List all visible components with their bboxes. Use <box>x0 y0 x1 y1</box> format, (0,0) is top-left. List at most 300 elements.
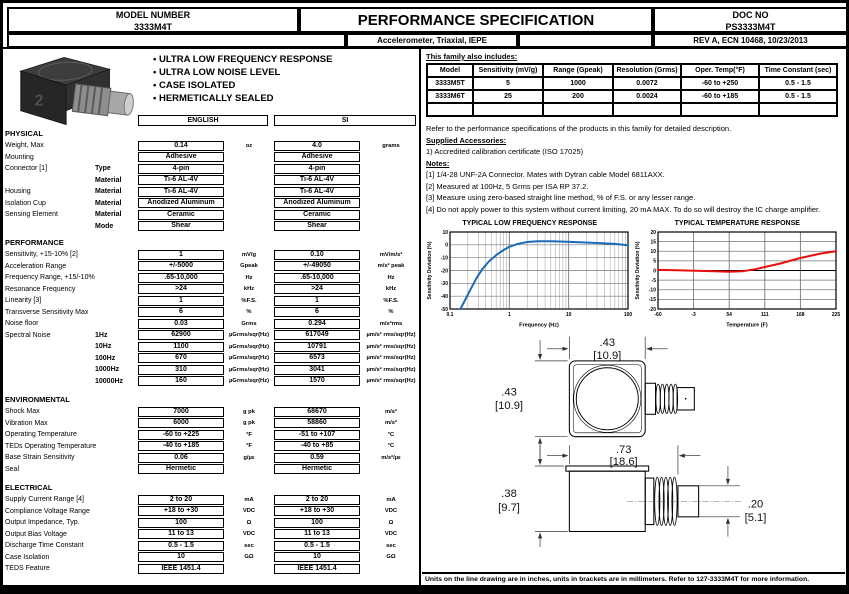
spec-row <box>5 452 419 464</box>
spec-unit-si: µm/s² rms/sqr(Hz) <box>366 378 416 385</box>
model-number-box <box>7 7 299 33</box>
spec-unit-english: Gpeak <box>240 263 258 270</box>
spec-unit-english: µGrms/sqr(Hz) <box>228 378 270 385</box>
spec-unit-si: m/s² <box>385 408 397 415</box>
doc-no-value: PS3333M4T <box>725 22 776 32</box>
spec-unit-si: VDC <box>384 531 398 538</box>
svg-text:-10: -10 <box>440 255 448 262</box>
spec-row <box>5 284 419 296</box>
spec-row <box>5 249 419 261</box>
svg-text:5: 5 <box>652 258 656 265</box>
spec-label: Linearity [3] <box>5 297 42 305</box>
family-table-row-empty <box>427 103 837 116</box>
spec-row <box>5 261 419 273</box>
dimension-drawing <box>426 335 842 547</box>
page-title-box <box>299 7 653 33</box>
spec-value-english: 0.5 - 1.5 <box>138 541 224 551</box>
spec-value-english: 2 to 20 <box>138 495 224 505</box>
page-title: PERFORMANCE SPECIFICATION <box>357 12 595 29</box>
feature-item: • CASE ISOLATED <box>153 79 332 92</box>
family-description: Refer to the performance specifications of the products in this family for detailed description. <box>426 124 732 133</box>
feature-item: • ULTRA LOW NOISE LEVEL <box>153 66 332 79</box>
family-table-header-cell: Time Constant (sec) <box>759 64 837 77</box>
spec-unit-si: µm/s² rms/sqr(Hz) <box>366 355 416 362</box>
family-table-header-cell: Resolution (Grms) <box>613 64 681 77</box>
family-table-cell: 5 <box>473 77 543 90</box>
spec-value-english: Hermetic <box>138 464 224 474</box>
spec-label: Acceleration Range <box>5 262 67 270</box>
family-table-cell: -60 to +250 <box>681 77 759 90</box>
svg-text:Sensitivity Deviation (%): Sensitivity Deviation (%) <box>427 241 433 300</box>
family-table-cell: -60 to +185 <box>681 90 759 103</box>
spec-sublabel: 10Hz <box>95 343 112 351</box>
chart-title: TYPICAL TEMPERATURE RESPONSE <box>674 220 800 227</box>
spec-label: Shock Max <box>5 408 40 416</box>
drawing-side-view <box>566 466 742 531</box>
spec-value-si: 617049 <box>274 330 360 340</box>
spec-value-si: 11 to 13 <box>274 529 360 539</box>
spec-value-si: +18 to +30 <box>274 506 360 516</box>
spec-sublabel: 1000Hz <box>95 366 120 374</box>
spec-sublabel: Type <box>95 165 111 173</box>
spec-value-si: -40 to +85 <box>274 441 360 451</box>
svg-text:54: 54 <box>725 312 732 318</box>
svg-text:10: 10 <box>565 312 572 318</box>
spec-row <box>5 295 419 307</box>
spec-value-si: Ti-6 AL-4V <box>274 187 360 197</box>
low-frequency-response-plot <box>426 228 632 328</box>
doc-number-box <box>653 7 848 33</box>
spec-row <box>5 140 419 152</box>
spec-value-si: 4-pin <box>274 164 360 174</box>
spec-unit-english: Grms <box>241 320 257 327</box>
spec-value-si: 58860 <box>274 418 360 428</box>
spec-label: Noise floor <box>5 320 39 328</box>
spec-unit-english: GΩ <box>244 554 254 561</box>
spec-value-si: 100 <box>274 518 360 528</box>
notes-title: Notes: <box>426 158 450 168</box>
dim-top-height-mm: [10.9] <box>495 400 524 413</box>
spec-sublabel: Material <box>95 199 122 207</box>
svg-text:-40: -40 <box>440 293 448 300</box>
spec-value-english: -40 to +185 <box>138 441 224 451</box>
spec-unit-si: m/s²rms <box>379 320 403 327</box>
spec-unit-english: °F <box>246 443 252 450</box>
spec-value-si: 0.5 - 1.5 <box>274 541 360 551</box>
column-header-si: SI <box>274 115 416 126</box>
spec-label: Discharge Time Constant <box>5 542 84 550</box>
spec-label: Supply Current Range [4] <box>5 496 84 504</box>
spec-row <box>5 209 419 221</box>
spec-unit-si: °C <box>387 443 395 450</box>
svg-text:10: 10 <box>649 249 656 256</box>
spec-unit-english: kHz <box>243 286 255 293</box>
spec-unit-english: °F <box>246 431 252 438</box>
spec-value-si: 0.10 <box>274 250 360 260</box>
spec-sublabel: Mode <box>95 222 114 230</box>
spec-value-english: IEEE 1451.4 <box>138 564 224 574</box>
spec-value-si: 2 to 20 <box>274 495 360 505</box>
svg-text:-30: -30 <box>440 281 448 288</box>
spec-value-english: 100 <box>138 518 224 528</box>
dim-side-height-mm: [9.7] <box>498 501 520 514</box>
spec-value-english: 4-pin <box>138 164 224 174</box>
spec-unit-si: sec <box>386 542 396 549</box>
spec-value-si: >24 <box>274 284 360 294</box>
header-blank-cell <box>7 33 346 48</box>
description-block <box>426 123 841 215</box>
family-table-header-cell: Model <box>427 64 473 77</box>
dim-top-height-in: .43 <box>501 386 517 399</box>
spec-sublabel: 1Hz <box>95 331 108 339</box>
spec-value-si: 68670 <box>274 407 360 417</box>
chart-low-frequency-response <box>426 220 634 333</box>
spec-sublabel: Material <box>95 176 122 184</box>
section-title: PHYSICAL <box>5 129 43 138</box>
spec-label: Sensing Element <box>5 211 58 219</box>
spec-unit-si: µm/s² rms/sqr(Hz) <box>366 343 416 350</box>
spec-row <box>5 540 419 552</box>
svg-text:168: 168 <box>795 312 805 318</box>
svg-text:225: 225 <box>831 312 840 318</box>
spec-row <box>5 418 419 430</box>
spec-label: Case Isolation <box>5 553 50 561</box>
family-table-header-cell: Oper. Temp(°F) <box>681 64 759 77</box>
family-table-cell: 0.0072 <box>613 77 681 90</box>
svg-text:-5: -5 <box>651 277 656 284</box>
spec-value-english: -60 to +225 <box>138 430 224 440</box>
spec-row <box>5 307 419 319</box>
accessory-item: 1) Accredited calibration certificate (ISO 17025) <box>426 147 584 156</box>
spec-value-si: +/-49050 <box>274 261 360 271</box>
svg-text:Frequency (Hz): Frequency (Hz) <box>519 322 559 328</box>
spec-value-english: 10 <box>138 552 224 562</box>
svg-text:0: 0 <box>445 242 448 249</box>
section-environmental <box>5 395 419 475</box>
family-table-cell: 3333M5T <box>427 77 473 90</box>
svg-text:100: 100 <box>623 312 632 318</box>
dim-top-width-mm: [10.9] <box>593 350 622 363</box>
spec-value-english: 310 <box>138 365 224 375</box>
spec-value-si: Shear <box>274 221 360 231</box>
spec-value-english: 7000 <box>138 407 224 417</box>
note-item: [1] 1/4-28 UNF-2A Connector. Mates with Dytran cable Model 6811AXX. <box>426 170 665 179</box>
spec-label: Operating Temperature <box>5 431 77 439</box>
spec-unit-si: µm/s² rms/sqr(Hz) <box>366 366 416 373</box>
family-table-row <box>427 77 837 90</box>
spec-unit-english: g pk <box>243 408 255 415</box>
spec-row <box>5 341 419 353</box>
spec-value-si: 0.59 <box>274 453 360 463</box>
spec-value-si: Adhesive <box>274 152 360 162</box>
spec-value-english: Ceramic <box>138 210 224 220</box>
spec-unit-si: kHz <box>385 286 397 293</box>
spec-value-english: 1 <box>138 250 224 260</box>
dimension-drawing-wrap <box>426 335 841 552</box>
spec-label: Frequency Range, +15/-10% <box>5 274 95 282</box>
section-physical <box>5 129 419 232</box>
spec-unit-english: oz <box>245 142 253 149</box>
spec-unit-english: g/µε <box>243 454 255 461</box>
spec-label: Mounting <box>5 153 34 161</box>
svg-text:10: 10 <box>442 229 448 236</box>
spec-label: Compliance Voltage Range <box>5 507 90 515</box>
spec-value-english: 670 <box>138 353 224 363</box>
supplied-accessories-title: Supplied Accessories: <box>426 135 507 145</box>
panel-divider <box>419 47 421 585</box>
svg-text:-20: -20 <box>440 268 448 275</box>
spec-label: Output Impedance, Typ. <box>5 519 80 527</box>
dim-side-width-mm: [18.6] <box>609 456 638 469</box>
spec-unit-english: Hz <box>245 274 253 281</box>
product-subtitle: Accelerometer, Triaxial, IEPE <box>346 33 518 48</box>
spec-label: Seal <box>5 465 20 473</box>
spec-unit-english: g pk <box>243 420 255 427</box>
spec-unit-english: µGrms/sqr(Hz) <box>228 332 270 339</box>
connector-barrel <box>72 84 135 119</box>
spec-unit-english: µGrms/sqr(Hz) <box>228 366 270 373</box>
spec-value-si: -51 to +107 <box>274 430 360 440</box>
section-electrical <box>5 483 419 575</box>
doc-no-label: DOC NO <box>732 10 769 20</box>
column-header-english: ENGLISH <box>138 115 268 126</box>
spec-unit-si: %F.S. <box>383 297 399 304</box>
family-table-title: This family also includes: <box>426 52 518 61</box>
spec-unit-si: % <box>388 309 394 316</box>
spec-unit-si: µm/s² rms/sqr(Hz) <box>366 332 416 339</box>
temperature-response-plot <box>634 228 840 328</box>
spec-unit-si: m/s² peak <box>377 263 405 270</box>
spec-value-english: +/-5000 <box>138 261 224 271</box>
family-table-row <box>427 90 837 103</box>
spec-label: Housing <box>5 188 31 196</box>
spec-row <box>5 441 419 453</box>
spec-unit-si: GΩ <box>386 554 396 561</box>
dim-connector-in: .20 <box>747 498 764 511</box>
feature-list <box>153 53 332 105</box>
charts-row <box>426 220 841 333</box>
svg-text:-3: -3 <box>690 312 696 318</box>
dim-side-height-in: .38 <box>501 488 517 501</box>
spec-label: Weight, Max <box>5 142 44 150</box>
spec-row <box>5 353 419 365</box>
svg-text:Sensitivity Deviation (%): Sensitivity Deviation (%) <box>634 241 641 300</box>
spec-row <box>5 152 419 164</box>
family-table-cell: 3333M6T <box>427 90 473 103</box>
spec-unit-si: mA <box>386 496 396 503</box>
family-info-panel <box>422 49 845 585</box>
spec-value-english: 11 to 13 <box>138 529 224 539</box>
spec-value-english: 6000 <box>138 418 224 428</box>
spec-row <box>5 517 419 529</box>
spec-sublabel: 10000Hz <box>95 377 124 385</box>
spec-value-english: 160 <box>138 376 224 386</box>
section-title: ENVIRONMENTAL <box>5 395 70 404</box>
spec-value-english: 0.03 <box>138 319 224 329</box>
spec-sublabel: Material <box>95 211 122 219</box>
axis-number-label: 2 <box>34 92 44 110</box>
spec-unit-si: mV/m/s² <box>379 251 403 258</box>
spec-value-si: 10 <box>274 552 360 562</box>
spec-label: TEDS Feature <box>5 565 50 573</box>
spec-unit-english: VDC <box>242 508 256 515</box>
spec-value-english: 0.14 <box>138 141 224 151</box>
product-photo <box>7 51 140 127</box>
family-table-cell: 200 <box>543 90 613 103</box>
dim-side-width-in: .73 <box>615 444 632 457</box>
spec-value-si: 0.294 <box>274 319 360 329</box>
svg-text:-15: -15 <box>648 297 656 304</box>
family-table-cell <box>613 103 681 116</box>
family-table-cell: 0.5 - 1.5 <box>759 90 837 103</box>
section-performance <box>5 238 419 387</box>
spec-value-english: Shear <box>138 221 224 231</box>
svg-text:111: 111 <box>760 312 769 318</box>
spec-value-english: 1 <box>138 296 224 306</box>
family-table-cell <box>427 103 473 116</box>
dim-side-height <box>535 445 568 547</box>
spec-row <box>5 563 419 575</box>
spec-value-si: 3041 <box>274 365 360 375</box>
spec-row <box>5 506 419 518</box>
spec-value-english: Anodized Aluminum <box>138 198 224 208</box>
model-number-value: 3333M4T <box>133 22 173 32</box>
spec-unit-english: Ω <box>246 519 252 526</box>
model-number-label: MODEL NUMBER <box>115 10 191 20</box>
spec-value-si: Ti-6 AL-4V <box>274 175 360 185</box>
section-title: ELECTRICAL <box>5 483 53 492</box>
spec-row <box>5 429 419 441</box>
svg-text:0.1: 0.1 <box>446 312 454 318</box>
spec-value-english: Ti-6 AL-4V <box>138 187 224 197</box>
svg-text:-10: -10 <box>648 287 656 294</box>
spec-unit-si: grams <box>382 142 400 149</box>
spec-label: Output Bias Voltage <box>5 530 67 538</box>
spec-value-si: 6573 <box>274 353 360 363</box>
spec-unit-english: mA <box>244 496 254 503</box>
family-table <box>426 63 838 117</box>
spec-unit-english: %F.S. <box>241 297 257 304</box>
spec-label: Vibration Max <box>5 419 48 427</box>
spec-label: Transverse Sensitivity Max <box>5 308 89 316</box>
spec-sublabel: 100Hz <box>95 354 116 362</box>
dim-top-height <box>535 340 568 457</box>
svg-text:1: 1 <box>507 312 511 318</box>
spec-row <box>5 163 419 175</box>
family-table-cell <box>473 103 543 116</box>
spec-row <box>5 330 419 342</box>
spec-row <box>5 364 419 376</box>
spec-panel <box>5 49 419 585</box>
spec-value-english: 6 <box>138 307 224 317</box>
svg-text:-20: -20 <box>648 306 656 313</box>
note-item: [4] Do not apply power to this system without current limiting, 20 mA MAX. To do so will destroy the IC charge amplifier. <box>426 204 821 214</box>
spec-row <box>5 318 419 330</box>
family-table-cell: 25 <box>473 90 543 103</box>
svg-text:-60: -60 <box>653 312 662 318</box>
family-table-header-cell: Sensitivity (mV/g) <box>473 64 543 77</box>
spec-label: Resonance Frequency <box>5 285 76 293</box>
family-table-header-row <box>427 64 837 77</box>
drawing-top-view <box>569 361 694 437</box>
spec-value-si: 1 <box>274 296 360 306</box>
drawing-units-note: Units on the line drawing are in inches, units in brackets are in millimeters. Refer to 127-3333M4T for more information. <box>422 572 845 585</box>
spec-row <box>5 186 419 198</box>
spec-row <box>5 552 419 564</box>
spec-value-english: 0.06 <box>138 453 224 463</box>
chart-title: TYPICAL LOW FREQUENCY RESPONSE <box>462 220 598 227</box>
spec-label: TEDs Operating Temperature <box>5 442 97 450</box>
spec-unit-si: °C <box>387 431 395 438</box>
spec-unit-si: m/s²/µε <box>381 454 401 461</box>
spec-row <box>5 272 419 284</box>
svg-text:Temperature (F): Temperature (F) <box>725 322 768 328</box>
spec-row <box>5 464 419 476</box>
spec-label: Connector [1] <box>5 165 48 173</box>
note-item: [3] Measure using zero-based straight line method, % of F.S. or any lesser range. <box>426 193 696 202</box>
spec-label: Isolation Cup <box>5 199 46 207</box>
family-table-cell: 0.0024 <box>613 90 681 103</box>
spec-unit-english: mV/g <box>241 251 257 258</box>
spec-unit-english: µGrms/sqr(Hz) <box>228 355 270 362</box>
spec-row <box>5 376 419 388</box>
spec-label: Base Strain Sensitivity <box>5 454 75 462</box>
family-table-cell <box>681 103 759 116</box>
feature-item: • ULTRA LOW FREQUENCY RESPONSE <box>153 53 332 66</box>
spec-unit-english: µGrms/sqr(Hz) <box>228 343 270 350</box>
spec-unit-si: Ω <box>388 519 394 526</box>
spec-value-si: IEEE 1451.4 <box>274 564 360 574</box>
spec-value-si: 10791 <box>274 342 360 352</box>
feature-item: • HERMETICALLY SEALED <box>153 92 332 105</box>
revision-text: REV A, ECN 10468, 10/23/2013 <box>653 33 848 48</box>
section-title: PERFORMANCE <box>5 238 64 247</box>
chart-temperature-response <box>634 220 842 333</box>
spec-value-si: 1570 <box>274 376 360 386</box>
spec-unit-english: % <box>246 309 252 316</box>
header-blank-cell <box>518 33 653 48</box>
svg-text:15: 15 <box>649 239 656 246</box>
spec-value-english: 62900 <box>138 330 224 340</box>
spec-unit-english: VDC <box>242 531 256 538</box>
spec-unit-english: sec <box>244 542 254 549</box>
dim-top-width-in: .43 <box>599 337 616 350</box>
spec-value-english: Adhesive <box>138 152 224 162</box>
family-table-header-cell: Range (Gpeak) <box>543 64 613 77</box>
family-table-cell <box>543 103 613 116</box>
spec-row <box>5 175 419 187</box>
family-table-cell: 1000 <box>543 77 613 90</box>
spec-sublabel: Material <box>95 188 122 196</box>
svg-text:0: 0 <box>652 268 656 275</box>
spec-row <box>5 198 419 210</box>
spec-value-si: Hermetic <box>274 464 360 474</box>
spec-unit-si: Hz <box>387 274 395 281</box>
svg-text:-50: -50 <box>440 306 448 313</box>
family-table-cell <box>759 103 837 116</box>
spec-row <box>5 406 419 418</box>
spec-label: Sensitivity, +15-10% [2] <box>5 251 78 259</box>
spec-value-english: 1100 <box>138 342 224 352</box>
spec-row <box>5 494 419 506</box>
spec-row <box>5 529 419 541</box>
note-item: [2] Measured at 100Hz, 5 Grms per ISA RP 37.2. <box>426 181 589 191</box>
dim-connector-mm: [5.1] <box>744 512 767 525</box>
family-table-cell: 0.5 - 1.5 <box>759 77 837 90</box>
spec-row <box>5 221 419 233</box>
svg-text:20: 20 <box>649 229 656 236</box>
spec-unit-si: m/s² <box>385 420 397 427</box>
